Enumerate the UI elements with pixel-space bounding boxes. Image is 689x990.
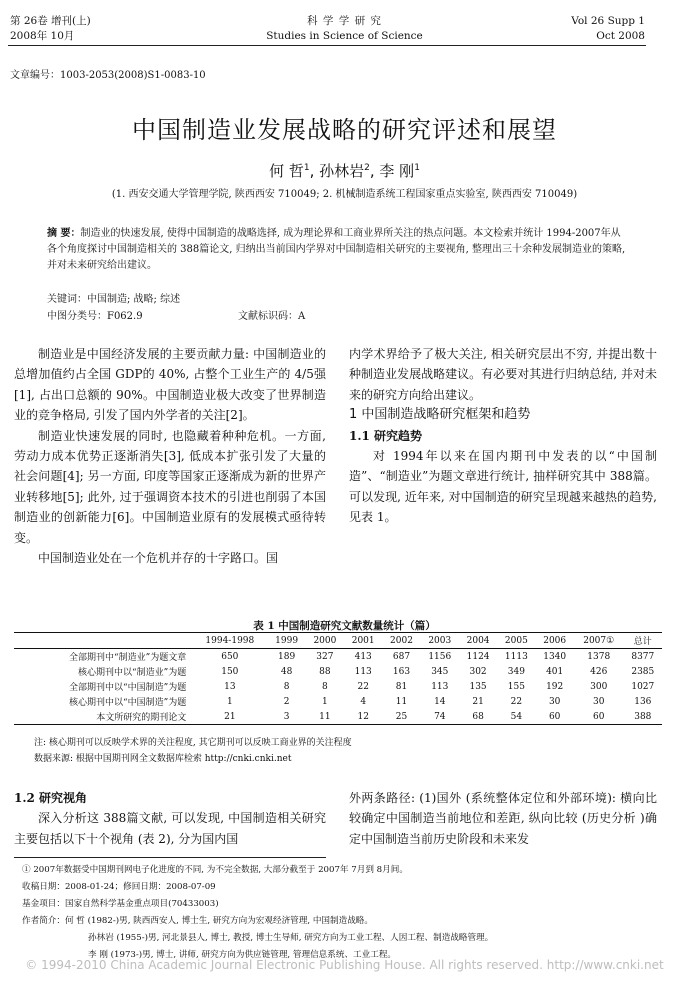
keywords: [47, 290, 180, 305]
affil-mark: 2: [364, 163, 370, 173]
table-cell: 8: [283, 681, 290, 692]
table-header-cell: 1999: [275, 635, 299, 646]
affiliation: (1. 西安交通大学管理学院, 陕西西安 710049; 2. 机械制造系统工程国家重点实验室, 陕西西安 710049): [111, 189, 578, 200]
table-cell: 3: [283, 711, 290, 722]
footnotes: [22, 862, 662, 964]
table-cell: 8377: [631, 651, 655, 662]
table-cell: 1156: [428, 651, 452, 662]
paragraph: 中国制造业处在一个危机并存的十字路口。国: [38, 551, 279, 566]
author-3: , 李 刚: [369, 162, 415, 180]
table-cell: 349: [507, 666, 525, 677]
table-cell: 426: [590, 666, 608, 677]
classification: [47, 307, 143, 322]
lower-left-column: [14, 788, 326, 849]
footnote: 李 刚 (1973-)男, 博士, 讲师, 研究方向为供应链管理, 管理信息系统、工业工程。: [88, 950, 397, 960]
journal-name-cn: 科 学 学 研 究: [307, 15, 382, 27]
document-code-value: A: [298, 311, 306, 322]
table-row-label: 全部期刊中“制造业”为题文章: [69, 653, 187, 663]
paragraph: 对 1994年以来在国内期刊中发表的以“中国制造”、“制造业”为题文章进行统计, 抽样研究其中 388篇。可以发现, 近年来, 对中国制造的研究呈现越来越热的趋势, 见表 1。: [349, 449, 657, 525]
table-cell: 30: [593, 696, 605, 707]
footnote-divider: [14, 857, 326, 858]
table-row: [14, 679, 662, 694]
table-cell: 81: [395, 681, 408, 692]
table-cell: 136: [634, 696, 652, 707]
footnote: ① 2007年数据受中国期刊网电子化进度的不同, 为不完全数据, 大部分截至于 2007年 7月到 8月间。: [22, 865, 408, 875]
table-cell: 192: [546, 681, 564, 692]
table-cell: 60: [548, 711, 561, 722]
paper-title: 中国制造业发展战略的研究评述和展望: [132, 116, 557, 144]
table-header-cell: 2007①: [583, 635, 615, 646]
table-header-cell: 2003: [428, 635, 452, 646]
table-cell: 22: [357, 681, 369, 692]
table-row-label: 核心期刊中以“中国制造”为题: [69, 698, 187, 708]
statistics-table: [14, 632, 662, 725]
classification-label: 中图分类号：: [47, 311, 107, 322]
table-note: 注: 核心期刊可以反映学术界的关注程度, 其它期刊可以反映工商业界的关注程度: [34, 738, 352, 748]
table-source: 数据来源: 根据中国期刊网全文数据库检索 http://cnki.cnki.net: [34, 754, 292, 764]
table-cell: 413: [354, 651, 372, 662]
paragraph: 制造业是中国经济发展的主要贡献力量: 中国制造业的总增加值约占全国 GDP的 40%, 占整个工业生产的 4/5强[1], 占出口总额的 90%。中国制造业极大改变了世界制造业的竞争格局, 引发了国内外学者的关注[2]。: [14, 347, 326, 423]
author-1: 何 哲: [269, 162, 304, 180]
copyright-watermark: © 1994-2010 China Academic Journal Electronic Publishing House. All rights reserved. http://www.cnki.net: [25, 958, 664, 972]
table-header-cell: 2000: [313, 635, 337, 646]
abstract: [47, 226, 627, 274]
lower-right-column: [349, 788, 657, 849]
table-cell: 74: [434, 711, 446, 722]
table-header-cell: 2001: [351, 635, 375, 646]
table-cell: 401: [546, 666, 564, 677]
paragraph: 深入分析这 388篇文献, 可以发现, 中国制造相关研究主要包括以下十个视角 (表 2), 分为国内国: [14, 811, 326, 846]
table-row: [14, 694, 662, 709]
document-code: [238, 307, 305, 322]
table-cell: 8: [322, 681, 328, 692]
footnote: 收稿日期：2008-01-24；修回日期：2008-07-09: [22, 882, 216, 892]
abstract-text: 制造业的快速发展, 使得中国制造的战略选择, 成为理论界和工商业界所关注的热点问题。本文检索并统计 1994-2007年从各个角度探讨中国制造相关的 388篇论文, 归纳出当前国内学界对中国制造相关研究的主要视角, 整理出三十余种发展制造业的策略, 并对未来研究给出建议。: [47, 228, 626, 271]
table-header-cell: 2006: [543, 635, 567, 646]
volume-info: 第 26卷 增刊(上): [10, 15, 91, 27]
table-cell: 1: [322, 696, 328, 707]
table-cell: 12: [357, 711, 369, 722]
table-header-cell: 总计: [633, 637, 652, 647]
table-cell: 163: [392, 666, 411, 677]
body-left-column: [14, 344, 326, 568]
table-cell: 150: [221, 666, 239, 677]
table-cell: 2385: [631, 666, 655, 677]
body-right-column: [349, 344, 657, 528]
table-cell: 21: [224, 711, 236, 722]
author-2: , 孙林岩: [309, 162, 365, 180]
table-cell: 88: [319, 666, 331, 677]
table-header-cell: 2005: [504, 635, 528, 646]
table-cell: 1: [226, 696, 233, 707]
footnote: 孙林岩 (1955-)男, 河北景县人, 博士, 教授, 博士生导师, 研究方向为工业工程、人因工程、制造战略管理。: [88, 933, 494, 943]
table-cell: 135: [469, 681, 487, 692]
table-cell: 113: [431, 681, 449, 692]
issue-date-en: Oct 2008: [596, 30, 645, 42]
table-cell: 1113: [504, 651, 528, 662]
document-code-label: 文献标识码：: [238, 311, 298, 322]
table-cell: 345: [431, 666, 449, 677]
article-number: 文章编号：1003-2053(2008)S1-0083-10: [10, 70, 206, 81]
table-row: [14, 649, 662, 665]
table-cell: 60: [593, 711, 605, 722]
table-cell: 327: [316, 651, 334, 662]
section-heading: 1 中国制造战略研究框架和趋势: [349, 407, 531, 423]
table-cell: 22: [510, 696, 523, 707]
table-cell: 650: [221, 651, 239, 662]
keywords-text: 中国制造; 战略; 综述: [87, 294, 181, 305]
table-header-cell: 2002: [390, 635, 413, 646]
table-cell: 1027: [631, 681, 655, 692]
volume-info-en: Vol 26 Supp 1: [571, 15, 645, 27]
table-cell: 11: [395, 696, 408, 707]
table-cell: 21: [472, 696, 484, 707]
table-cell: 25: [395, 711, 408, 722]
keywords-label: 关键词：: [47, 294, 87, 305]
table-cell: 113: [354, 666, 372, 677]
journal-name-en: Studies in Science of Science: [266, 30, 423, 42]
table-row: [14, 664, 662, 679]
header-divider: [8, 45, 646, 46]
table-header-cell: [14, 633, 192, 649]
table-row-label: 全部期刊中以“中国制造”为题: [69, 683, 187, 693]
subsection-heading: 1.1 研究趋势: [349, 428, 423, 443]
author-line: [0, 160, 689, 181]
table-cell: 687: [392, 651, 411, 662]
table-cell: 1340: [543, 651, 567, 662]
subsection-heading: 1.2 研究视角: [14, 791, 88, 805]
paragraph: 制造业快速发展的同时, 也隐藏着种种危机。一方面, 劳动力成本优势正逐渐消失[3], 低成本扩张引发了大量的社会问题[4]; 另一方面, 印度等国家正逐渐成为新的世界产业转移地[5]; 此外, 过于强调资本技术的引进也削弱了本国制造业的创新能力[6]。中国制造业原有的发展模式亟待转变。: [14, 428, 326, 545]
table-row-label: 核心期刊中以“制造业”为题: [78, 668, 187, 678]
table-cell: 1124: [466, 651, 490, 662]
table-header-cell: 2004: [466, 635, 490, 646]
table-cell: 13: [224, 681, 236, 692]
table-row: [14, 709, 662, 725]
table-cell: 300: [590, 681, 608, 692]
footnote: 基金项目：国家自然科学基金重点项目(70433003): [22, 899, 219, 909]
table-cell: 2: [283, 696, 290, 707]
paragraph: 外两条路径: (1)国外 (系统整体定位和外部环境): 横向比较确定中国制造当前地位和差距, 纵向比较 (历史分析 )确定中国制造当前历史阶段和未来发: [349, 791, 657, 846]
classification-code: F062.9: [107, 311, 143, 322]
table-header-row: [14, 633, 662, 649]
affil-mark: 1: [414, 163, 420, 173]
table-title: 表 1 中国制造研究文献数量统计（篇）: [253, 620, 436, 632]
header-right: [571, 14, 645, 44]
table-header-cell: 1994-1998: [205, 635, 255, 646]
affil-mark: 1: [303, 163, 310, 173]
table-cell: 54: [510, 711, 523, 722]
table-cell: 302: [469, 666, 487, 677]
footnote: 作者简介：何 哲 (1982-)男, 陕西西安人, 博士生, 研究方向为宏观经济管理, 中国制造战略。: [22, 916, 373, 926]
table-cell: 155: [507, 681, 525, 692]
table-row-label: 本文所研究的期刊论文: [96, 713, 187, 723]
table-cell: 189: [278, 651, 296, 662]
table-cell: 30: [548, 696, 561, 707]
abstract-label: 摘 要：: [47, 228, 81, 239]
table-cell: 388: [634, 711, 652, 722]
table-cell: 1378: [587, 651, 611, 662]
table-cell: 11: [319, 711, 331, 722]
table-cell: 48: [280, 666, 293, 677]
paragraph: 内学术界给予了极大关注, 相关研究层出不穷, 并提出数十种制造业发展战略建议。有必要对其进行归纳总结, 并对未来的研究方向给出建议。: [349, 347, 657, 402]
table-cell: 68: [472, 711, 484, 722]
issue-date: 2008年 10月: [10, 30, 75, 42]
table-cell: 14: [434, 696, 446, 707]
table-cell: 4: [360, 696, 367, 707]
table-notes: [34, 735, 352, 767]
